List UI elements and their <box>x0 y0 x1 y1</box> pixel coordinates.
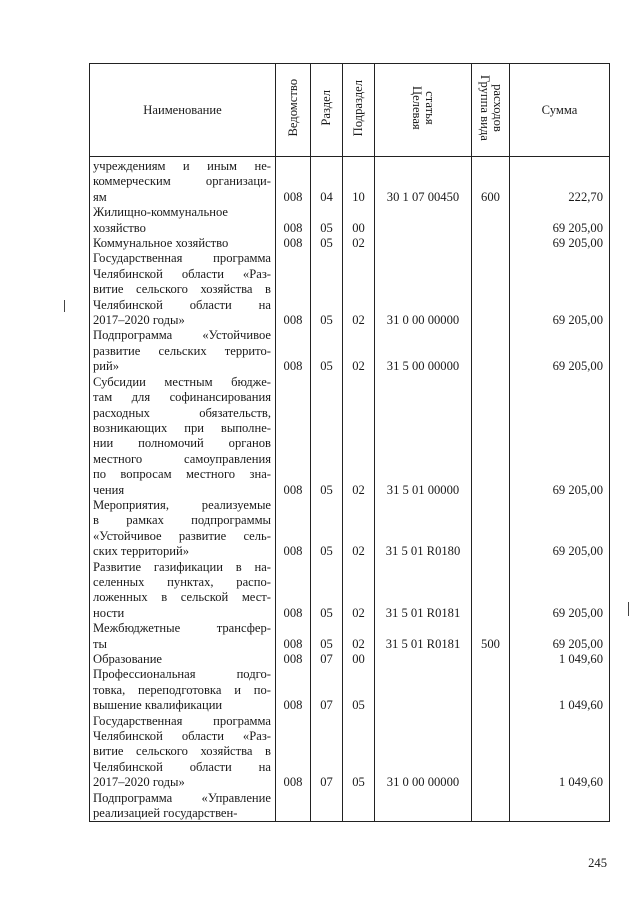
row-sum: 69 205,00 <box>510 621 610 652</box>
row-department: 008 <box>276 498 311 560</box>
table-header-row <box>90 64 610 157</box>
row-sum: 222,70 <box>510 157 610 206</box>
row-target-article: 31 5 01 R0181 <box>375 621 472 652</box>
row-section: 07 <box>311 652 343 667</box>
header-expense-group: Группа вида расходов <box>472 64 510 157</box>
row-target-article <box>375 791 472 822</box>
row-section: 05 <box>311 621 343 652</box>
row-target-article: 31 5 00 00000 <box>375 328 472 374</box>
row-expense-group <box>472 714 510 791</box>
row-target-article: 31 5 01 00000 <box>375 375 472 498</box>
row-name: Подпрограмма «Управление реализацией государствен- <box>90 791 276 822</box>
row-expense-group <box>472 236 510 251</box>
row-sum <box>510 791 610 822</box>
margin-mark <box>64 300 65 312</box>
row-department: 008 <box>276 560 311 622</box>
row-subsection: 02 <box>343 251 375 328</box>
row-name: Межбюджетные трансфер- ты <box>90 621 276 652</box>
margin-mark <box>628 602 629 616</box>
header-subsection: Подраздел <box>343 64 375 157</box>
row-expense-group <box>472 667 510 713</box>
row-section: 05 <box>311 328 343 374</box>
row-sum: 69 205,00 <box>510 205 610 236</box>
row-section: 05 <box>311 251 343 328</box>
row-department: 008 <box>276 205 311 236</box>
row-subsection: 05 <box>343 714 375 791</box>
table-row <box>90 236 610 251</box>
row-section: 04 <box>311 157 343 206</box>
row-sum: 1 049,60 <box>510 667 610 713</box>
row-expense-group <box>472 560 510 622</box>
table-row <box>90 652 610 667</box>
row-department: 008 <box>276 157 311 206</box>
row-subsection: 02 <box>343 375 375 498</box>
row-target-article <box>375 667 472 713</box>
row-name: учреждениям и иным не- коммерческим организаци- ям <box>90 157 276 206</box>
row-name: Государственная программа Челябинской области «Раз- витие сельского хозяйства в Челябинской области на 2017–2020 годы» <box>90 251 276 328</box>
table-row <box>90 157 610 206</box>
row-name: Развитие газификации в на- селенных пунктах, распо- ложенных в сельской мест- ности <box>90 560 276 622</box>
row-section: 05 <box>311 498 343 560</box>
row-department <box>276 791 311 822</box>
row-department: 008 <box>276 251 311 328</box>
row-target-article: 30 1 07 00450 <box>375 157 472 206</box>
row-name: Мероприятия, реализуемые в рамках подпрограммы «Устойчивое развитие сель- ских территорий» <box>90 498 276 560</box>
table-row <box>90 328 610 374</box>
row-sum: 69 205,00 <box>510 375 610 498</box>
table-row <box>90 251 610 328</box>
row-subsection: 10 <box>343 157 375 206</box>
row-target-article: 31 5 01 R0181 <box>375 560 472 622</box>
table-row <box>90 560 610 622</box>
page-number: 245 <box>588 856 607 870</box>
row-expense-group <box>472 791 510 822</box>
row-section: 07 <box>311 667 343 713</box>
row-department: 008 <box>276 667 311 713</box>
row-expense-group <box>472 652 510 667</box>
table-row <box>90 498 610 560</box>
row-section: 07 <box>311 714 343 791</box>
row-expense-group <box>472 205 510 236</box>
row-section <box>311 791 343 822</box>
row-department: 008 <box>276 621 311 652</box>
budget-table <box>89 63 610 822</box>
row-target-article: 31 5 01 R0180 <box>375 498 472 560</box>
row-subsection: 00 <box>343 652 375 667</box>
row-target-article: 31 0 00 00000 <box>375 251 472 328</box>
table-row <box>90 714 610 791</box>
row-expense-group: 500 <box>472 621 510 652</box>
row-subsection: 02 <box>343 328 375 374</box>
row-subsection: 02 <box>343 236 375 251</box>
row-sum: 1 049,60 <box>510 714 610 791</box>
row-name: Образование <box>90 652 276 667</box>
row-sum: 69 205,00 <box>510 236 610 251</box>
row-expense-group <box>472 375 510 498</box>
row-target-article: 31 0 00 00000 <box>375 714 472 791</box>
header-department: Ведомство <box>276 64 311 157</box>
row-name: Субсидии местным бюдже- там для софинансирования расходных обязательств, возникающих при выполне- нии полномочий органов местного самоуправления по вопросам местного зна- чения <box>90 375 276 498</box>
header-target-article: Целевая статья <box>375 64 472 157</box>
header-name: Наименование <box>90 64 276 157</box>
table-row <box>90 205 610 236</box>
row-section: 05 <box>311 375 343 498</box>
row-expense-group: 600 <box>472 157 510 206</box>
table-row <box>90 667 610 713</box>
row-name: Профессиональная подго- товка, переподготовка и по- вышение квалификации <box>90 667 276 713</box>
table-row <box>90 375 610 498</box>
row-subsection <box>343 791 375 822</box>
row-department: 008 <box>276 652 311 667</box>
row-department: 008 <box>276 328 311 374</box>
row-subsection: 05 <box>343 667 375 713</box>
row-target-article <box>375 205 472 236</box>
row-section: 05 <box>311 205 343 236</box>
header-sum: Сумма <box>510 64 610 157</box>
row-section: 05 <box>311 560 343 622</box>
row-section: 05 <box>311 236 343 251</box>
row-expense-group <box>472 251 510 328</box>
row-subsection: 02 <box>343 498 375 560</box>
row-target-article <box>375 652 472 667</box>
row-sum: 69 205,00 <box>510 560 610 622</box>
row-sum: 69 205,00 <box>510 251 610 328</box>
row-name: Подпрограмма «Устойчивое развитие сельских террито- рий» <box>90 328 276 374</box>
row-subsection: 00 <box>343 205 375 236</box>
table-row <box>90 621 610 652</box>
header-section: Раздел <box>311 64 343 157</box>
row-name: Жилищно-коммунальное хозяйство <box>90 205 276 236</box>
row-sum: 1 049,60 <box>510 652 610 667</box>
row-department: 008 <box>276 236 311 251</box>
row-subsection: 02 <box>343 560 375 622</box>
row-target-article <box>375 236 472 251</box>
table-body <box>90 157 610 822</box>
row-expense-group <box>472 498 510 560</box>
table-row <box>90 791 610 822</box>
row-expense-group <box>472 328 510 374</box>
row-sum: 69 205,00 <box>510 328 610 374</box>
row-name: Государственная программа Челябинской области «Раз- витие сельского хозяйства в Челябинской области на 2017–2020 годы» <box>90 714 276 791</box>
row-sum: 69 205,00 <box>510 498 610 560</box>
row-name: Коммунальное хозяйство <box>90 236 276 251</box>
row-department: 008 <box>276 714 311 791</box>
row-subsection: 02 <box>343 621 375 652</box>
row-department: 008 <box>276 375 311 498</box>
